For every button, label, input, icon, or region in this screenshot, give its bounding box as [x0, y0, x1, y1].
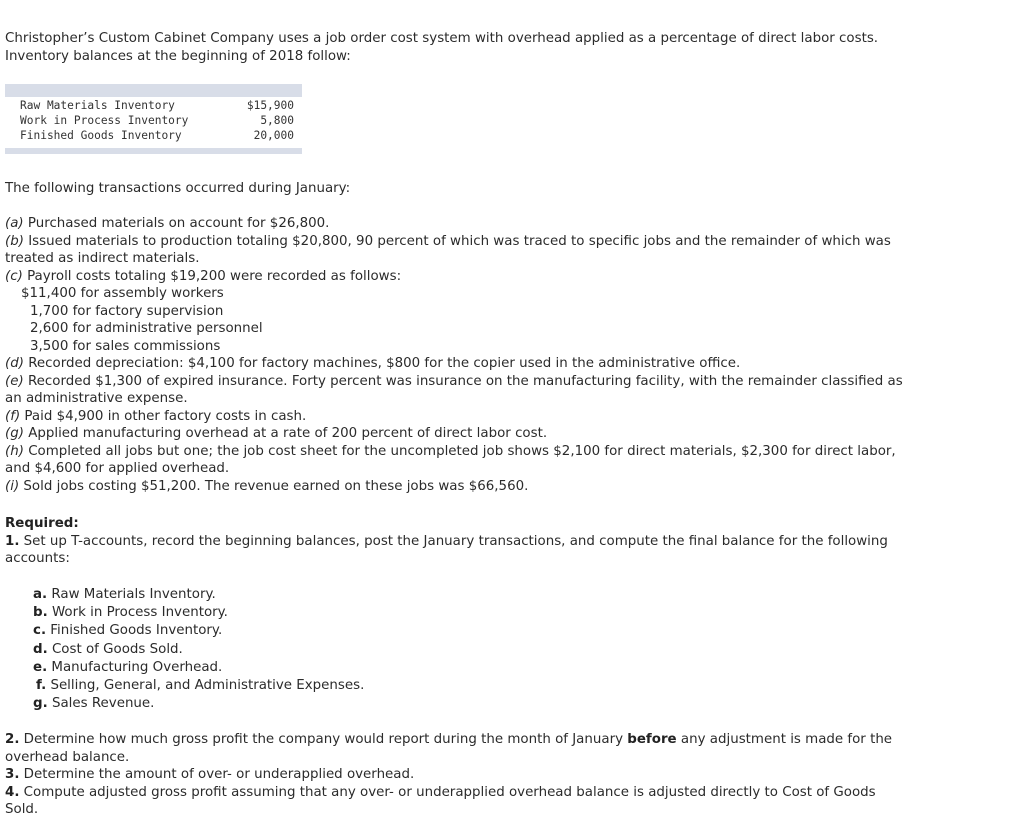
list-item — [33, 641, 364, 659]
transaction-g — [5, 425, 1005, 443]
question-2 — [5, 731, 1005, 749]
required-heading — [5, 515, 1005, 533]
transaction-label: (a) — [5, 216, 24, 231]
question-number: 4. — [5, 784, 20, 800]
question-text: Determine how much gross profit the company would report during the month of January — [19, 732, 628, 747]
inventory-amount: 20,000 — [253, 129, 294, 142]
transaction-i — [5, 478, 1005, 496]
list-item — [33, 659, 364, 677]
question-4-cont: Sold. — [5, 802, 39, 817]
transaction-text: Completed all jobs but one; the job cost sheet for the uncompleted job shows $2,100 for direct materials, $2,300 for direct labor, — [23, 443, 896, 459]
list-item — [33, 586, 364, 604]
question-number: 3. — [5, 767, 20, 782]
transaction-c — [5, 268, 1005, 286]
item-letter: e. — [33, 659, 48, 675]
questions-2-to-4 — [5, 731, 1005, 819]
item-letter: b. — [33, 605, 48, 621]
payroll-item: 3,500 for sales commissions — [30, 338, 221, 354]
item-letter: a. — [33, 587, 48, 602]
list-item — [33, 695, 364, 713]
transaction-b — [5, 233, 1005, 251]
table-row — [20, 113, 294, 128]
intro-line-1: Christopher’s Custom Cabinet Company uses a job order cost system with overhead applied as a percentage of direct labor costs. — [5, 31, 879, 46]
question-number: 2. — [5, 732, 20, 747]
accounts-list — [33, 586, 364, 713]
item-letter: c. — [33, 623, 47, 639]
transaction-label: (b) — [5, 233, 24, 249]
item-text: Finished Goods Inventory. — [46, 623, 223, 639]
transaction-text: Recorded depreciation: $4,100 for factory machines, $800 for the copier used in the administrative office. — [23, 356, 741, 371]
item-letter: g. — [33, 696, 48, 712]
question-1-cont: accounts: — [5, 551, 70, 566]
item-text: Manufacturing Overhead. — [47, 659, 223, 675]
inventory-balances-table — [5, 84, 302, 154]
required-section — [5, 515, 1005, 568]
transaction-h-cont: and $4,600 for applied overhead. — [5, 461, 230, 476]
transaction-d — [5, 355, 1005, 373]
transaction-a — [5, 215, 1005, 233]
required-heading-text: Required: — [5, 516, 79, 531]
transaction-text: Issued materials to production totaling $20,800, 90 percent of which was traced to specific jobs and the remainder of which was — [23, 233, 891, 249]
table-row — [20, 128, 294, 143]
question-text: Compute adjusted gross profit assuming that any over- or underapplied overhead balance is adjusted directly to Cost of Goods — [19, 784, 876, 800]
inventory-name: Work in Process Inventory — [20, 114, 189, 127]
item-letter: d. — [33, 641, 48, 657]
item-text: Cost of Goods Sold. — [47, 641, 183, 657]
transaction-e-cont: an administrative expense. — [5, 391, 188, 406]
table-row — [20, 98, 294, 113]
inventory-amount: $15,900 — [246, 99, 294, 112]
transaction-e — [5, 373, 1005, 391]
inventory-name: Raw Materials Inventory — [20, 99, 175, 112]
item-letter: f. — [36, 678, 47, 694]
question-number: 1. — [5, 533, 20, 549]
question-text: Determine the amount of over- or underapplied overhead. — [19, 767, 415, 782]
transaction-label: (g) — [5, 426, 24, 441]
transaction-label: (f) — [5, 408, 21, 424]
transaction-text: Purchased materials on account for $26,800. — [23, 216, 330, 231]
list-item — [33, 677, 364, 695]
transaction-text: Paid $4,900 in other factory costs in cash. — [20, 408, 307, 424]
transaction-b-cont: treated as indirect materials. — [5, 251, 200, 266]
item-text: Work in Process Inventory. — [47, 605, 228, 621]
list-item — [33, 622, 364, 640]
transactions-list — [5, 215, 1005, 495]
payroll-item: 2,600 for administrative personnel — [30, 321, 263, 336]
inventory-amount: 5,800 — [260, 114, 294, 127]
transaction-text: Recorded $1,300 of expired insurance. Forty percent was insurance on the manufacturing facility, with the remainder classified as — [23, 373, 903, 389]
question-text: any adjustment is made for the — [676, 732, 893, 747]
inventory-name: Finished Goods Inventory — [20, 129, 182, 142]
transaction-text: Applied manufacturing overhead at a rate of 200 percent of direct labor cost. — [23, 426, 548, 441]
item-text: Sales Revenue. — [47, 696, 155, 712]
transaction-label: (d) — [5, 356, 24, 371]
payroll-item: 1,700 for factory supervision — [30, 303, 224, 319]
transaction-label: (c) — [5, 268, 23, 284]
transaction-f — [5, 408, 1005, 426]
question-1 — [5, 533, 1005, 551]
item-text: Selling, General, and Administrative Expenses. — [46, 678, 365, 694]
intro-paragraph — [5, 30, 1005, 65]
transaction-label: (e) — [5, 373, 24, 389]
payroll-item: $11,400 for assembly workers — [21, 286, 224, 301]
transaction-label: (h) — [5, 443, 24, 459]
transaction-text: Payroll costs totaling $19,200 were recorded as follows: — [22, 268, 402, 284]
question-4 — [5, 784, 1005, 802]
question-text: Set up T-accounts, record the beginning balances, post the January transactions, and compute the final balance for the following — [19, 533, 888, 549]
question-2-cont: overhead balance. — [5, 749, 130, 765]
list-item — [33, 604, 364, 622]
transaction-label: (i) — [5, 478, 20, 494]
transaction-text: Sold jobs costing $51,200. The revenue earned on these jobs was $66,560. — [19, 478, 529, 494]
intro-line-2: Inventory balances at the beginning of 2018 follow: — [5, 48, 351, 64]
emphasis-before: before — [627, 732, 677, 747]
question-3 — [5, 766, 1005, 784]
item-text: Raw Materials Inventory. — [47, 587, 216, 602]
transactions-intro: The following transactions occurred during January: — [5, 181, 351, 196]
transaction-h — [5, 443, 1005, 461]
